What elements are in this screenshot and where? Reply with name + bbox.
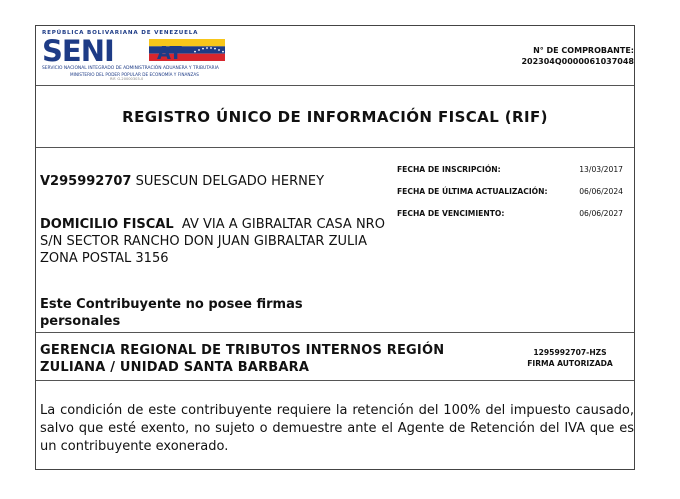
divider-header [36, 85, 634, 86]
date-row-vencimiento [397, 209, 627, 231]
firma-label: FIRMA AUTORIZADA [527, 359, 613, 368]
logo-brand-left: SENI [42, 34, 114, 68]
dates-panel [397, 165, 627, 231]
logo-brand-right: AT [157, 43, 182, 61]
firmas-status: Este Contribuyente no posee firmas personales [40, 297, 303, 329]
seniat-logo [42, 30, 227, 82]
domicilio-address: AV VIA A GIBRALTAR CASA NRO S/N SECTOR RANCHO DON JUAN GIBRALTAR ZULIA ZONA POSTAL 3156 [40, 217, 385, 266]
divider-firmas [36, 332, 634, 333]
rif-number: V295992707 [40, 174, 132, 189]
date-value: 06/06/2027 [579, 209, 623, 218]
contribuyente-line [40, 174, 324, 189]
date-label: FECHA DE INSCRIPCIÓN: [397, 165, 501, 174]
contribuyente-name: SUESCUN DELGADO HERNEY [135, 174, 325, 189]
retention-notice: La condición de este contribuyente requiere la retención del 100% del impuesto causado, salvo que esté exento, no sujeto o demuestre ante el Agente de Retención del IVA que es un contribuyente exonerado. [40, 403, 634, 454]
gerencia-regional: GERENCIA REGIONAL DE TRIBUTOS INTERNOS REGIÓN ZULIANA / UNIDAD SANTA BARBARA [40, 343, 445, 375]
date-value: 13/03/2017 [579, 165, 623, 174]
logo-top-text: REPÚBLICA BOLIVARIANA DE VENEZUELA [42, 30, 199, 36]
date-label: FECHA DE VENCIMIENTO: [397, 209, 505, 218]
logo-rif-small: RIF. G-20000303-0 [110, 77, 144, 81]
domicilio-fiscal [40, 216, 400, 267]
page-title: REGISTRO ÚNICO DE INFORMACIÓN FISCAL (RIF) [122, 108, 548, 126]
venezuela-flag-icon [149, 39, 225, 61]
logo-subtitle-1: SERVICIO NACIONAL INTEGRADO DE ADMINISTRACIÓN ADUANERA Y TRIBUTARIA [42, 66, 219, 71]
logo-subtitle-2: MINISTERIO DEL PODER POPULAR DE ECONOMÍA Y FINANZAS [70, 72, 199, 77]
date-value: 06/06/2024 [579, 187, 623, 196]
firma-code: 1295992707-HZS [533, 348, 607, 357]
divider-gerencia [36, 380, 634, 381]
comprobante-number: 202304Q0000061037048 [521, 57, 634, 66]
date-row-inscripcion [397, 165, 627, 187]
date-row-actualizacion [397, 187, 627, 209]
comprobante-label: N° DE COMPROBANTE: [533, 46, 634, 55]
divider-title [36, 147, 634, 148]
date-label: FECHA DE ÚLTIMA ACTUALIZACIÓN: [397, 187, 548, 196]
domicilio-label: DOMICILIO FISCAL [40, 217, 174, 232]
